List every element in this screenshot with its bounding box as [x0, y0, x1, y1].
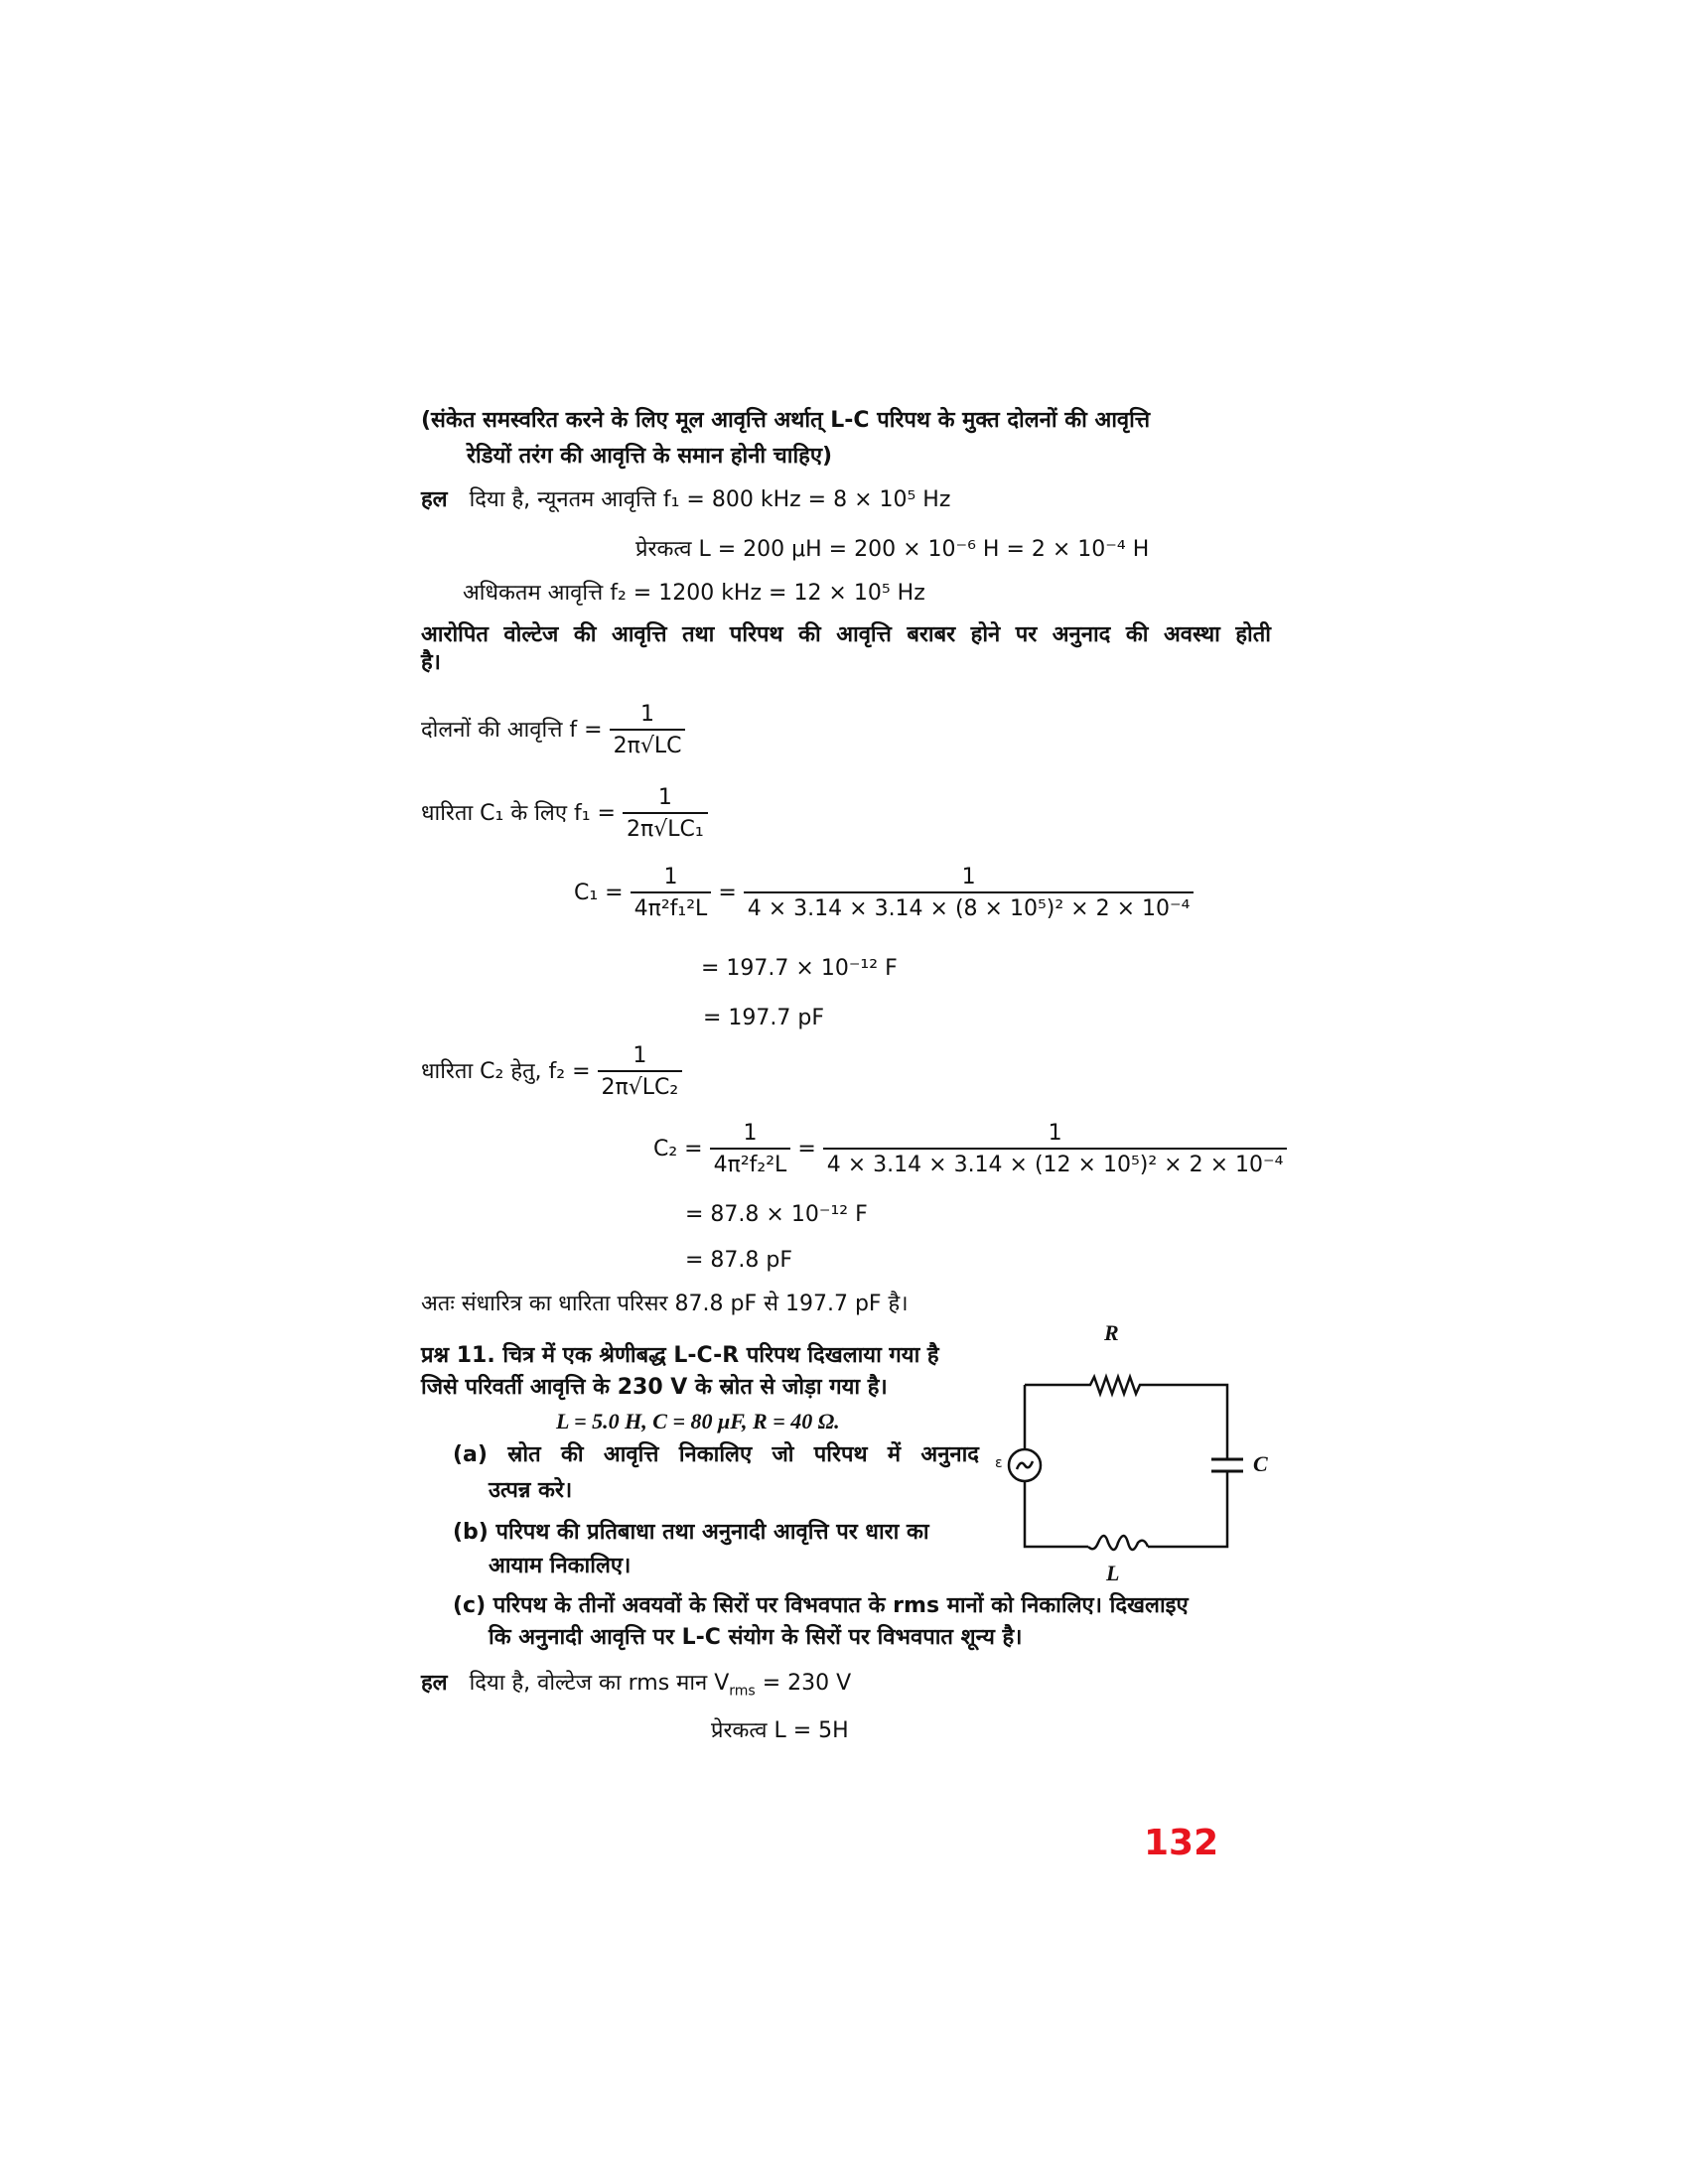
rms-subscript: rms: [729, 1683, 756, 1700]
solution-label: हल: [421, 487, 448, 512]
numerator: 1: [961, 865, 976, 889]
numerator: 1: [657, 785, 672, 810]
denominator: 2π√LC: [610, 729, 686, 760]
formula-label: धारिता C₂ हेतु, f₂ =: [421, 1059, 591, 1084]
solution-2-inductance: प्रेरकत्व L = 5H: [711, 1718, 849, 1743]
fraction: [598, 1042, 683, 1102]
label-c: C: [1253, 1451, 1268, 1476]
denominator: 4π²f₂²L: [710, 1148, 791, 1179]
fraction: [744, 864, 1195, 923]
part-c-line-1: (c) परिपथ के तीनों अवयवों के सिरों पर विभवपात के rms मानों को निकालिए। दिखलाइए: [453, 1593, 1189, 1618]
given-voltage-value: = 230 V: [755, 1671, 852, 1696]
numerator: 1: [1048, 1121, 1062, 1146]
question-11-line-2: जिसे परिवर्ती आवृत्ति के 230 V के स्रोत से जोड़ा गया है।: [421, 1375, 888, 1400]
formula-label: धारिता C₁ के लिए f₁ =: [421, 801, 616, 826]
question-label: प्रश्न 11.: [421, 1343, 495, 1368]
numerator: 1: [633, 1043, 647, 1068]
part-a-line-2: उत्पन्न करे।: [489, 1478, 573, 1503]
solution-label: हल: [421, 1671, 448, 1696]
c1-frequency-formula: [421, 784, 708, 844]
lcr-circuit-diagram: [993, 1320, 1291, 1588]
denominator: 2π√LC₂: [598, 1070, 683, 1102]
c2-calculation: C₂ = $\frac{1}{\text{4π²f₂²L}}$ = $\frac{1}{\text{4 × 3.14 × 3.14 × (12 × 10⁵)² × 2 × 10⁻⁴}}$: [653, 1120, 1287, 1179]
denominator: 2π√LC₁: [623, 812, 708, 844]
fraction: [710, 1120, 791, 1179]
denominator: 4 × 3.14 × 3.14 × (12 × 10⁵)² × 2 × 10⁻⁴: [823, 1148, 1288, 1179]
oscillation-frequency-formula: [421, 701, 685, 760]
part-b-line-2: आयाम निकालिए।: [489, 1554, 632, 1578]
formula-label: दोलनों की आवृत्ति f =: [421, 718, 603, 743]
part-a-line-1: (a) स्रोत की आवृत्ति निकालिए जो परिपथ में अनुनाद: [453, 1442, 979, 1467]
circuit-icon: [993, 1320, 1291, 1588]
max-frequency-line: अधिकतम आवृत्ति f₂ = 1200 kHz = 12 × 10⁵ Hz: [463, 581, 925, 606]
fraction: [823, 1120, 1288, 1179]
solution-2-given-line: [421, 1670, 851, 1705]
fraction: [631, 864, 712, 923]
inductance-line: प्रेरकत्व L = 200 μH = 200 × 10⁻⁶ H = 2 × 10⁻⁴ H: [635, 537, 1150, 562]
label-l: L: [1106, 1561, 1120, 1585]
c2-result-pf: = 87.8 pF: [685, 1248, 793, 1273]
hint-line-2: रेडियों तरंग की आवृत्ति के समान होनी चाहिए): [467, 444, 833, 469]
resonance-paragraph: आरोपित वोल्टेज की आवृत्ति तथा परिपथ की आवृत्ति बराबर होने पर अनुनाद की अवस्था होती है।: [421, 622, 1271, 675]
denominator: 4π²f₁²L: [631, 891, 712, 923]
c1-result-scientific: = 197.7 × 10⁻¹² F: [701, 956, 898, 981]
fraction: [610, 701, 686, 760]
c1-calculation: C₁ = $\frac{1}{\text{4π²f₁²L}}$ = $\frac{1}{\text{4 × 3.14 × 3.14 × (8 × 10⁵)² × 2 × 10⁻⁴}}$: [574, 864, 1194, 923]
label-r: R: [1104, 1320, 1119, 1345]
numerator: 1: [640, 702, 655, 727]
c1-lhs: C₁ =: [574, 881, 624, 905]
page-number: 132: [1144, 1823, 1219, 1863]
fraction: [623, 784, 708, 844]
c1-result-pf: = 197.7 pF: [703, 1006, 825, 1030]
given-voltage: दिया है, वोल्टेज का rms मान V: [469, 1671, 730, 1696]
numerator: 1: [663, 865, 678, 889]
denominator: 4 × 3.14 × 3.14 × (8 × 10⁵)² × 2 × 10⁻⁴: [744, 891, 1195, 923]
conclusion: अतः संधारित्र का धारिता परिसर 87.8 pF से 197.7 pF है।: [421, 1292, 909, 1316]
question-text: चित्र में एक श्रेणीबद्ध L-C-R परिपथ दिखलाया गया है: [502, 1343, 939, 1368]
given-min-frequency: दिया है, न्यूनतम आवृत्ति f₁ = 800 kHz = 8 × 10⁵ Hz: [469, 487, 951, 512]
question-11-values: L = 5.0 H, C = 80 μF, R = 40 Ω.: [556, 1409, 840, 1433]
c2-lhs: C₂ =: [653, 1137, 703, 1161]
question-11-line-1: [421, 1342, 939, 1370]
numerator: 1: [743, 1121, 758, 1146]
c2-result-scientific: = 87.8 × 10⁻¹² F: [685, 1202, 868, 1227]
label-source: ε: [995, 1455, 1003, 1471]
part-b-line-1: (b) परिपथ की प्रतिबाधा तथा अनुनादी आवृत्ति पर धारा का: [453, 1520, 929, 1545]
c2-frequency-formula: [421, 1042, 682, 1102]
part-c-line-2: कि अनुनादी आवृत्ति पर L-C संयोग के सिरों पर विभवपात शून्य है।: [489, 1625, 1023, 1650]
hint-line-1: (संकेत समस्वरित करने के लिए मूल आवृत्ति अर्थात् L-C परिपथ के मुक्त दोलनों की आवृत्ति: [421, 408, 1151, 433]
solution-given-line: [421, 486, 950, 514]
